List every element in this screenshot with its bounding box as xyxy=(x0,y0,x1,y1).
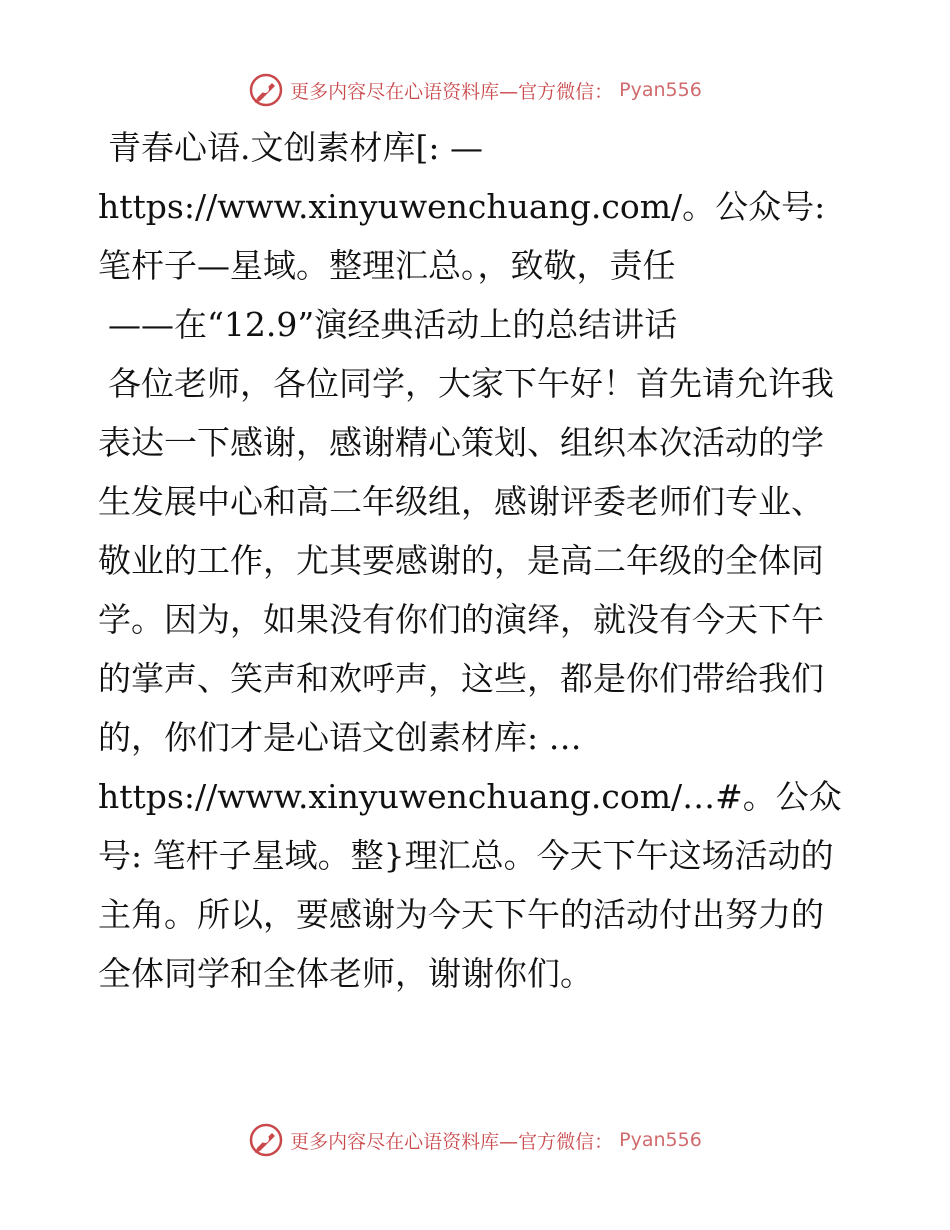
banner-text: 更多内容尽在心语资料库—官方微信： xyxy=(290,80,614,103)
document-heading: 青春心语.文创素材库[: —https://www.xinyuwenchuang.com/。公众号: 笔杆子—星域。整理汇总。，致敬，责任 xyxy=(98,128,826,285)
document-subtitle: ——在“12.9”演经典活动上的总结讲话 xyxy=(108,305,678,344)
footer-banner xyxy=(0,1120,950,1160)
wechat-id: Pyan556 xyxy=(619,79,702,101)
pen-logo-icon xyxy=(248,1122,284,1158)
pen-logo-icon xyxy=(248,72,284,108)
document-body xyxy=(98,118,850,1003)
wechat-id: Pyan556 xyxy=(619,1129,702,1151)
header-banner xyxy=(0,70,950,110)
banner-text: 更多内容尽在心语资料库—官方微信： xyxy=(290,1130,614,1153)
document-paragraph: 各位老师，各位同学，大家下午好！首先请允许我表达一下感谢，感谢精心策划、组织本次活动的学生发展中心和高二年级组，感谢评委老师们专业、敬业的工作，尤其要感谢的，是高二年级的全体同学。因为，如果没有你们的演绎，就没有今天下午的掌声、笑声和欢呼声，这些，都是你们带给我们的，你们才是心语文创素材库: …https://www.xinyuwenchuang.com/…#。公众号: 笔杆子星域。整}理汇总。今天下午这场活动的主角。所以，要感谢为今天下午的活动付出努力的全体同学和全体老师，谢谢你们。 xyxy=(98,364,842,993)
